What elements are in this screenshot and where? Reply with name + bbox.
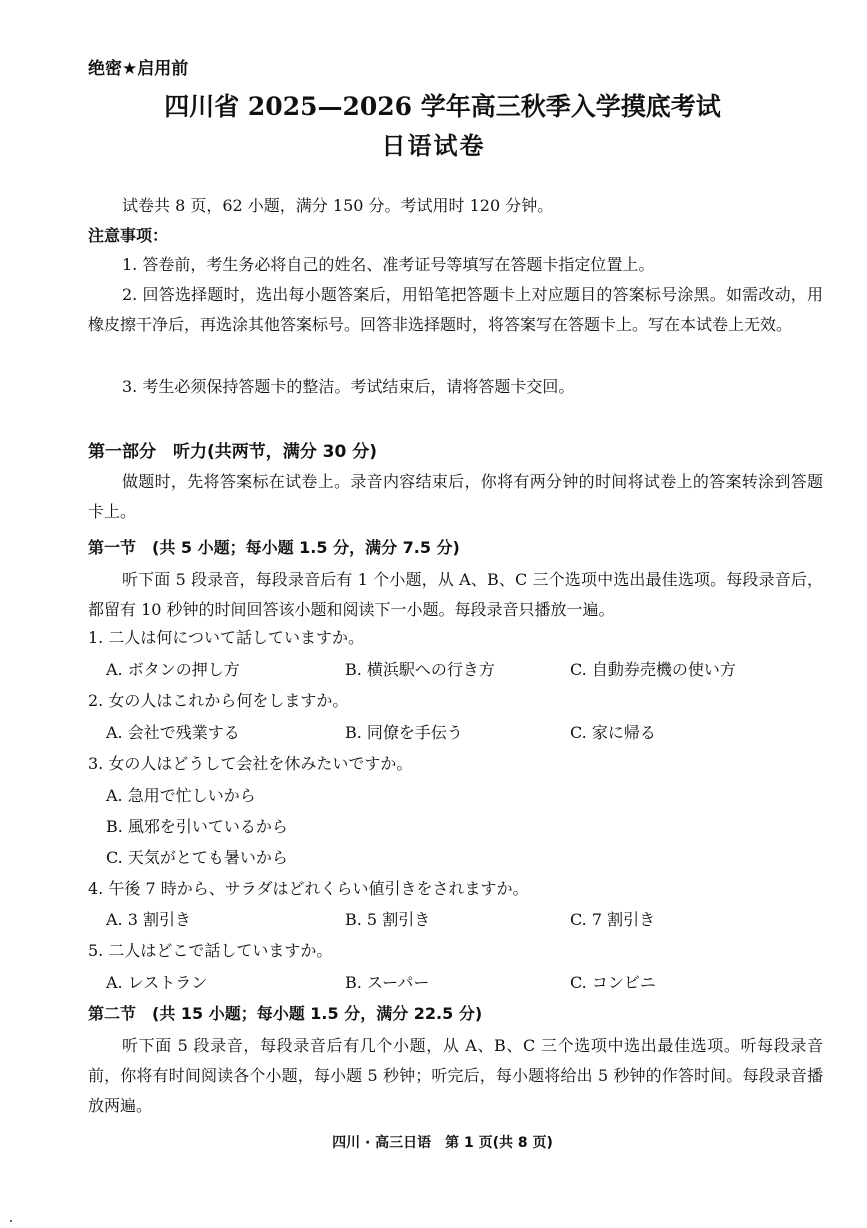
- page-footer: 四川 · 高三日语 第 1 页(共 8 页): [332, 1135, 553, 1151]
- notice-item-1: 1. 答卷前，考生务必将自己的姓名、准考证号等填写在答题卡指定位置上。: [122, 255, 655, 274]
- q3-option-a: A. 急用で忙しいから: [106, 786, 256, 805]
- scan-mark: [10, 1220, 12, 1222]
- exam-subtitle: 日语试卷: [381, 132, 486, 160]
- notice-item-3: 3. 考生必须保持答题卡的整洁。考试结束后，请将答题卡交回。: [122, 377, 575, 396]
- q1-option-a: A. ボタンの押し方: [106, 660, 240, 679]
- secret-label: 绝密★启用前: [88, 59, 189, 79]
- section1-instruction: 听下面 5 段录音，每段录音后有 1 个小题，从 A、B、C 三个选项中选出最佳选项。每段录音后，都留有 10 秒钟的时间回答该小题和阅读下一小题。每段录音只播放一遍。: [88, 570, 823, 619]
- q3-option-b: B. 風邪を引いているから: [106, 817, 288, 836]
- exam-title: 四川省 2025—2026 学年高三秋季入学摸底考试: [164, 92, 721, 121]
- section2-instruction: 听下面 5 段录音，每段录音后有几个小题，从 A、B、C 三个选项中选出最佳选项。听每段录音前，你将有时间阅读各个小题，每小题 5 秒钟；听完后，每小题将给出 5 秒钟的作答时间。每段录音播放两遍。: [88, 1036, 823, 1115]
- q2-option-a: A. 会社で残業する: [106, 723, 240, 742]
- q1-option-c: C. 自動券売機の使い方: [570, 660, 736, 679]
- question-1: 1. 二人は何について話していますか。: [88, 628, 365, 647]
- question-4: 4. 午後 7 時から、サラダはどれくらい値引きをされますか。: [88, 879, 529, 898]
- q5-option-b: B. スーパー: [345, 973, 430, 992]
- part1-heading: 第一部分 听力(共两节，满分 30 分): [88, 442, 378, 462]
- part1-instruction: 做题时，先将答案标在试卷上。录音内容结束后，你将有两分钟的时间将试卷上的答案转涂到答题卡上。: [88, 472, 823, 521]
- q4-option-a: A. 3 割引き: [106, 910, 191, 929]
- question-5: 5. 二人はどこで話していますか。: [88, 941, 333, 960]
- q2-option-c: C. 家に帰る: [570, 723, 656, 742]
- q5-option-a: A. レストラン: [106, 973, 208, 992]
- question-3: 3. 女の人はどうして会社を休みたいですか。: [88, 754, 413, 773]
- q4-option-b: B. 5 割引き: [345, 910, 431, 929]
- section1-heading: 第一节 (共 5 小题；每小题 1.5 分，满分 7.5 分): [88, 538, 460, 557]
- section2-heading: 第二节 (共 15 小题；每小题 1.5 分，满分 22.5 分): [88, 1004, 483, 1023]
- q2-option-b: B. 同僚を手伝う: [345, 723, 463, 742]
- q4-option-c: C. 7 割引き: [570, 910, 656, 929]
- q5-option-c: C. コンビニ: [570, 973, 656, 992]
- exam-intro: 试卷共 8 页，62 小题，满分 150 分。考试用时 120 分钟。: [122, 196, 554, 215]
- notice-item-2: 2. 回答选择题时，选出每小题答案后，用铅笔把答题卡上对应题目的答案标号涂黑。如需改动，用橡皮擦干净后，再选涂其他答案标号。回答非选择题时，将答案写在答题卡上。写在本试卷上无效。: [88, 285, 823, 334]
- q1-option-b: B. 横浜駅への行き方: [345, 660, 495, 679]
- q3-option-c: C. 天気がとても暑いから: [106, 848, 288, 867]
- question-2: 2. 女の人はこれから何をしますか。: [88, 691, 349, 710]
- notice-label: 注意事项：: [88, 226, 169, 245]
